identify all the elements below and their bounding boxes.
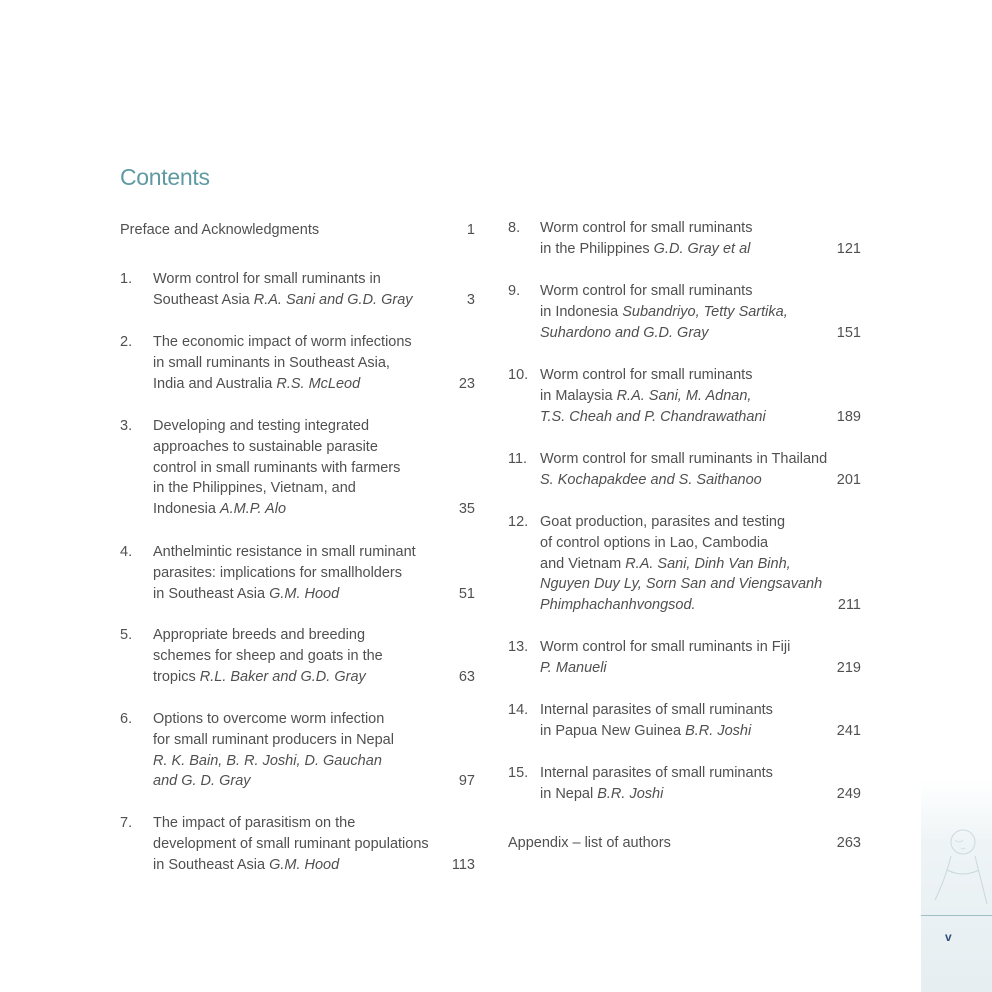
page-title: Contents bbox=[120, 164, 210, 190]
toc-label: Preface and Acknowledgments bbox=[120, 222, 320, 238]
chapter-authors: P. Manueli bbox=[540, 659, 607, 676]
title-line: in small ruminants in Southeast Asia, bbox=[153, 354, 390, 371]
title-line: Appropriate breeds and breeding bbox=[153, 627, 366, 643]
chapter-title bbox=[540, 512, 822, 616]
toc-label: Appendix – list of authors bbox=[508, 835, 671, 851]
title-line: in Southeast Asia bbox=[153, 856, 270, 873]
toc-page-number: 3 bbox=[466, 291, 475, 308]
title-line: Anthelmintic resistance in small ruminant bbox=[153, 544, 416, 560]
chapter-number: 14. bbox=[508, 702, 529, 718]
title-line: Worm control for small ruminants bbox=[540, 220, 753, 236]
toc-page-number: 97 bbox=[458, 773, 475, 790]
title-line: approaches to sustainable parasite bbox=[153, 438, 378, 455]
title-line: in Nepal bbox=[540, 785, 598, 802]
chapter-authors: R. K. Bain, B. R. Joshi, D. Gauchan bbox=[153, 752, 382, 769]
chapter-authors: R.S. McLeod bbox=[276, 375, 361, 392]
chapter-title bbox=[153, 709, 394, 792]
toc-page-number: 151 bbox=[836, 324, 861, 341]
title-line: Worm control for small ruminants bbox=[540, 367, 753, 383]
chapter-number: 13. bbox=[508, 639, 529, 655]
chapter-authors: R.A. Sani, Dinh Van Binh, bbox=[625, 555, 791, 572]
toc-page-number: 249 bbox=[836, 785, 861, 802]
chapter-title bbox=[540, 763, 773, 805]
chapter-authors: A.M.P. Alo bbox=[219, 501, 287, 518]
chapter-number: 9. bbox=[508, 283, 521, 299]
title-line: in the Philippines bbox=[540, 240, 654, 257]
chapter-authors: B.R. Joshi bbox=[685, 722, 752, 739]
chapter-number: 4. bbox=[120, 544, 133, 560]
toc-page-number: 35 bbox=[458, 501, 475, 518]
chapter-authors: S. Kochapakdee and S. Saithanoo bbox=[540, 471, 762, 488]
chapter-authors: R.L. Baker and G.D. Gray bbox=[199, 668, 366, 685]
chapter-number: 6. bbox=[120, 711, 133, 727]
toc-entry-preface[interactable] bbox=[120, 220, 475, 241]
toc-page-number: 1 bbox=[466, 222, 475, 238]
folio-page-number: v bbox=[945, 930, 952, 944]
title-line: Options to overcome worm infection bbox=[153, 711, 385, 727]
chapter-authors: Nguyen Duy Ly, Sorn San and Viengsavanh bbox=[540, 576, 823, 593]
chapter-number: 2. bbox=[120, 334, 133, 350]
title-line: Developing and testing integrated bbox=[153, 418, 370, 434]
toc-page-number: 263 bbox=[836, 835, 861, 851]
title-line: in the Philippines, Vietnam, and bbox=[153, 480, 356, 497]
title-line: for small ruminant producers in Nepal bbox=[153, 731, 394, 748]
title-line: control in small ruminants with farmers bbox=[153, 459, 401, 476]
title-line: The economic impact of worm infections bbox=[153, 334, 412, 350]
chapter-authors: G.D. Gray et al bbox=[653, 240, 751, 257]
chapter-title bbox=[153, 269, 413, 311]
chapter-title bbox=[540, 218, 752, 260]
title-line: Worm control for small ruminants in bbox=[153, 271, 381, 287]
chapter-number: 3. bbox=[120, 418, 133, 434]
toc-page-number: 51 bbox=[458, 585, 475, 602]
chapter-number: 10. bbox=[508, 367, 529, 383]
toc-page-number: 219 bbox=[836, 659, 861, 676]
chapter-authors: Subandriyo, Tetty Sartika, bbox=[622, 303, 788, 320]
title-line: in Papua New Guinea bbox=[540, 722, 686, 739]
title-line: Indonesia bbox=[153, 501, 220, 518]
chapter-authors: R.A. Sani and G.D. Gray bbox=[253, 291, 413, 308]
title-line: India and Australia bbox=[153, 375, 277, 392]
chapter-number: 15. bbox=[508, 765, 529, 781]
title-line: Worm control for small ruminants bbox=[540, 283, 753, 299]
title-line: development of small ruminant populations bbox=[153, 835, 429, 852]
chapter-title bbox=[540, 700, 773, 742]
toc-entry-appendix[interactable] bbox=[508, 833, 861, 854]
title-line: parasites: implications for smallholders bbox=[153, 564, 403, 581]
chapter-authors: and G. D. Gray bbox=[153, 773, 251, 790]
chapter-title bbox=[540, 637, 790, 679]
chapter-number: 11. bbox=[508, 451, 528, 467]
chapter-authors: Suhardono and G.D. Gray bbox=[540, 324, 709, 341]
title-line: in Malaysia bbox=[540, 387, 617, 404]
chapter-title bbox=[153, 542, 416, 604]
chapter-title bbox=[153, 813, 429, 875]
title-line: Goat production, parasites and testing bbox=[540, 514, 786, 530]
chapter-number: 12. bbox=[508, 514, 529, 530]
title-line: Worm control for small ruminants in Fiji bbox=[540, 639, 791, 655]
chapter-authors: G.M. Hood bbox=[269, 856, 340, 873]
toc-page-number: 201 bbox=[836, 471, 861, 488]
chapter-number: 8. bbox=[508, 220, 521, 236]
title-line: schemes for sheep and goats in the bbox=[153, 647, 383, 664]
chapter-number: 5. bbox=[120, 627, 133, 643]
chapter-title bbox=[153, 625, 383, 687]
toc-page-number: 113 bbox=[451, 856, 475, 873]
toc-page-number: 23 bbox=[458, 375, 475, 392]
title-line: Southeast Asia bbox=[153, 291, 254, 308]
title-line: The impact of parasitism on the bbox=[153, 815, 356, 831]
toc-page-number: 189 bbox=[836, 408, 861, 425]
chapter-title bbox=[540, 365, 766, 427]
title-line: in Southeast Asia bbox=[153, 585, 270, 602]
toc-page-number: 211 bbox=[837, 597, 861, 614]
chapter-title bbox=[540, 281, 788, 343]
title-line: and Vietnam bbox=[540, 555, 626, 572]
chapter-title bbox=[540, 449, 827, 491]
sketch-illustration-icon bbox=[925, 820, 991, 910]
toc-page-number: 121 bbox=[836, 240, 861, 257]
chapter-authors: G.M. Hood bbox=[269, 585, 340, 602]
chapter-title bbox=[153, 416, 400, 520]
title-line: of control options in Lao, Cambodia bbox=[540, 534, 769, 551]
toc-page-number: 241 bbox=[836, 722, 861, 739]
title-line: Internal parasites of small ruminants bbox=[540, 765, 773, 781]
chapter-authors: Phimphachanhvongsod. bbox=[540, 597, 696, 614]
chapter-number: 1. bbox=[120, 271, 133, 287]
chapter-title bbox=[153, 332, 412, 394]
title-line: Internal parasites of small ruminants bbox=[540, 702, 773, 718]
margin-rule bbox=[921, 915, 992, 916]
chapter-authors: T.S. Cheah and P. Chandrawathani bbox=[540, 408, 766, 425]
chapter-number: 7. bbox=[120, 815, 133, 831]
title-line: tropics bbox=[153, 668, 200, 685]
chapter-authors: B.R. Joshi bbox=[597, 785, 664, 802]
title-line: Worm control for small ruminants in Thailand bbox=[540, 451, 828, 467]
title-line: in Indonesia bbox=[540, 303, 623, 320]
toc-page-number: 63 bbox=[458, 668, 475, 685]
chapter-authors: R.A. Sani, M. Adnan, bbox=[616, 387, 752, 404]
